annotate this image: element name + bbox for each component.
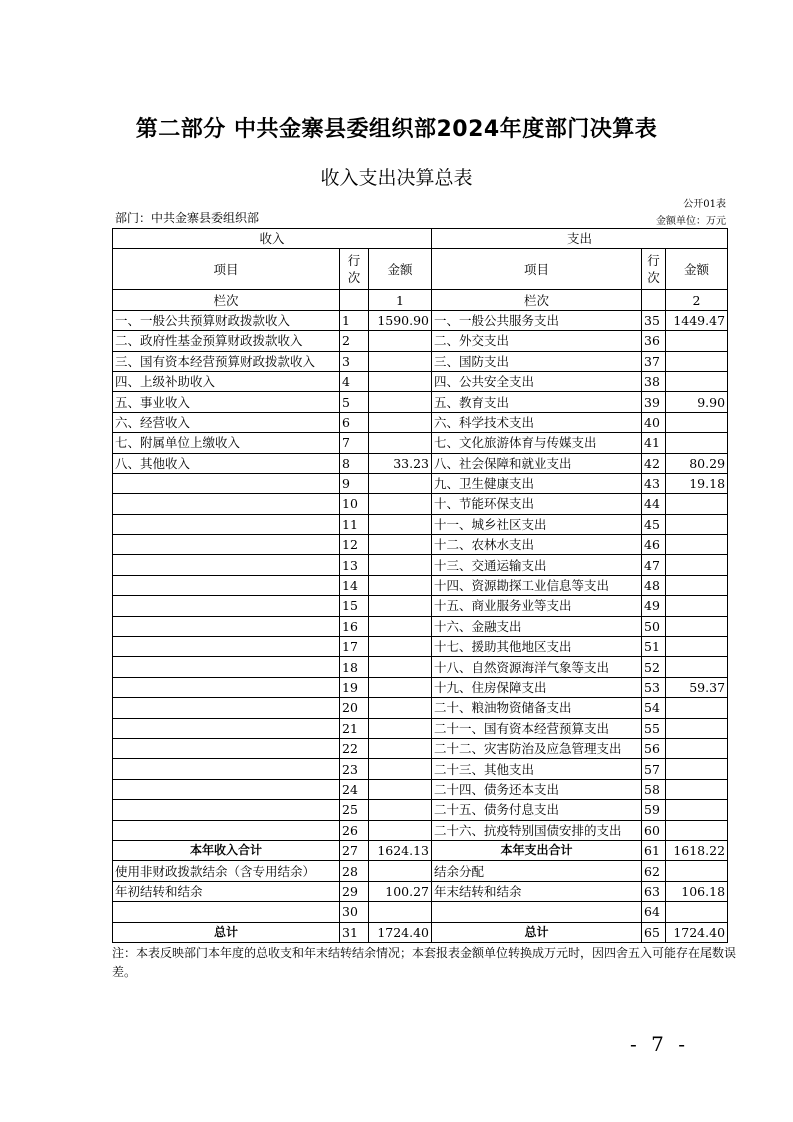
income-amount-cell [369,616,432,636]
table-row [113,351,728,371]
expense-amount-cell [666,514,728,534]
income-row-no-cell: 8 [340,453,369,473]
expense-item-cell: 二十五、债务付息支出 [432,800,642,820]
income-item-cell [113,902,340,922]
header-income-item: 项目 [113,249,340,290]
expense-row-no-cell: 36 [642,331,666,351]
header-income-row-no [340,249,369,290]
income-row-no-cell: 28 [340,861,369,881]
table-row [113,738,728,758]
table-row [113,310,728,330]
income-amount-cell [369,861,432,881]
expense-item-cell: 十四、资源勘探工业信息等支出 [432,575,642,595]
income-row-no-cell: 19 [340,677,369,697]
header-expense-row-no [642,249,666,290]
expense-amount-cell [666,412,728,432]
income-amount-cell [369,820,432,840]
expense-item-cell: 结余分配 [432,861,642,881]
income-row-no-cell: 10 [340,494,369,514]
table-title: 收入支出决算总表 [320,167,473,189]
income-row-no-cell: 29 [340,881,369,901]
expense-row-no-cell: 51 [642,637,666,657]
table-row [113,637,728,657]
expense-item-cell [432,902,642,922]
income-item-cell: 三、国有资本经营预算财政拨款收入 [113,351,340,371]
expense-amount-cell [666,433,728,453]
income-amount-cell [369,698,432,718]
income-item-cell: 四、上级补助收入 [113,371,340,391]
expense-amount-cell [666,351,728,371]
income-amount-cell [369,575,432,595]
expense-row-no-cell: 40 [642,412,666,432]
header-row-columns [113,249,728,290]
table-row [113,861,728,881]
income-row-no-cell: 15 [340,596,369,616]
col-label-income: 栏次 [113,290,340,310]
header-income: 收入 [113,229,432,249]
expense-row-no-cell: 39 [642,392,666,412]
expense-item-cell: 本年支出合计 [432,840,642,860]
income-amount-cell: 1724.40 [369,922,432,942]
income-item-cell [113,800,340,820]
income-amount-cell [369,902,432,922]
table-row [113,922,728,942]
expense-item-cell: 二十、粮油物资储备支出 [432,698,642,718]
expense-amount-cell [666,861,728,881]
expense-row-no-cell: 58 [642,779,666,799]
income-amount-cell [369,351,432,371]
income-row-no-cell: 7 [340,433,369,453]
expense-amount-cell [666,800,728,820]
income-item-cell [113,535,340,555]
income-row-no-cell: 27 [340,840,369,860]
expense-amount-cell [666,637,728,657]
income-amount-cell [369,759,432,779]
expense-row-no-cell: 48 [642,575,666,595]
table-row [113,514,728,534]
expense-amount-cell [666,494,728,514]
income-amount-cell [369,494,432,514]
income-item-cell [113,698,340,718]
expense-amount-cell [666,718,728,738]
expense-item-cell: 六、科学技术支出 [432,412,642,432]
expense-amount-cell [666,535,728,555]
income-item-cell: 使用非财政拨款结余（含专用结余） [113,861,340,881]
income-item-cell: 六、经营收入 [113,412,340,432]
expense-row-no-cell: 60 [642,820,666,840]
table-body [113,229,728,943]
income-row-no-cell: 5 [340,392,369,412]
income-item-cell [113,514,340,534]
income-item-cell [113,494,340,514]
income-item-cell [113,637,340,657]
income-item-cell [113,555,340,575]
income-amount-cell [369,371,432,391]
expense-amount-cell [666,820,728,840]
expense-amount-cell: 80.29 [666,453,728,473]
income-item-cell: 二、政府性基金预算财政拨款收入 [113,331,340,351]
expense-row-no-cell: 55 [642,718,666,738]
expense-item-cell: 十、节能环保支出 [432,494,642,514]
expense-amount-cell [666,738,728,758]
income-row-no-cell: 13 [340,555,369,575]
expense-amount-cell: 1618.22 [666,840,728,860]
expense-row-no-cell: 49 [642,596,666,616]
table-row [113,902,728,922]
expense-item-cell: 二十三、其他支出 [432,759,642,779]
table-row [113,535,728,555]
income-amount-cell: 33.23 [369,453,432,473]
table-row [113,453,728,473]
expense-item-cell: 十八、自然资源海洋气象等支出 [432,657,642,677]
income-amount-cell [369,514,432,534]
income-item-cell [113,657,340,677]
expense-row-no-cell: 62 [642,861,666,881]
expense-row-no-cell: 45 [642,514,666,534]
income-item-cell: 五、事业收入 [113,392,340,412]
expense-item-cell: 二十二、灾害防治及应急管理支出 [432,738,642,758]
income-row-no-cell: 31 [340,922,369,942]
income-amount-cell [369,473,432,493]
income-item-cell: 八、其他收入 [113,453,340,473]
income-item-cell [113,759,340,779]
expense-amount-cell: 1724.40 [666,922,728,942]
table-row [113,473,728,493]
income-row-no-cell: 4 [340,371,369,391]
expense-amount-cell [666,698,728,718]
income-row-no-cell: 3 [340,351,369,371]
expense-row-no-cell: 35 [642,310,666,330]
table-row [113,800,728,820]
income-item-cell: 七、附属单位上缴收入 [113,433,340,453]
income-amount-cell [369,433,432,453]
income-item-cell [113,596,340,616]
expense-row-no-cell: 54 [642,698,666,718]
income-amount-cell [369,718,432,738]
income-row-no-cell: 30 [340,902,369,922]
table-row [113,840,728,860]
department-label: 部门：中共金寨县委组织部 [115,211,260,225]
table-row [113,820,728,840]
table-row [113,596,728,616]
table-row [113,555,728,575]
income-expense-table [112,228,728,943]
expense-item-cell: 十三、交通运输支出 [432,555,642,575]
expense-row-no-cell: 53 [642,677,666,697]
table-row [113,779,728,799]
expense-item-cell: 年末结转和结余 [432,881,642,901]
footnote: 注：本表反映部门本年度的总收支和年末结转结余情况；本套报表金额单位转换成万元时，因四舍五入可能存在尾数误差。 [112,946,737,979]
income-row-no-cell: 9 [340,473,369,493]
income-amount-cell: 1624.13 [369,840,432,860]
header-row-no-text: 行次 [647,253,660,286]
income-row-no-cell: 14 [340,575,369,595]
income-amount-cell [369,392,432,412]
expense-amount-cell [666,555,728,575]
expense-item-cell: 二十四、债务还本支出 [432,779,642,799]
expense-row-no-cell: 37 [642,351,666,371]
income-item-cell [113,575,340,595]
income-amount-cell: 100.27 [369,881,432,901]
expense-item-cell: 十七、援助其他地区支出 [432,637,642,657]
income-row-no-cell: 18 [340,657,369,677]
expense-item-cell: 二、外交支出 [432,331,642,351]
expense-item-cell: 二十一、国有资本经营预算支出 [432,718,642,738]
income-item-cell: 一、一般公共预算财政拨款收入 [113,310,340,330]
table-row [113,718,728,738]
expense-item-cell: 十一、城乡社区支出 [432,514,642,534]
expense-row-no-cell: 43 [642,473,666,493]
expense-row-no-cell: 38 [642,371,666,391]
expense-row-no-cell: 56 [642,738,666,758]
expense-item-cell: 一、一般公共服务支出 [432,310,642,330]
expense-row-no-cell: 41 [642,433,666,453]
income-amount-cell [369,331,432,351]
expense-item-cell: 七、文化旅游体育与传媒支出 [432,433,642,453]
header-row-section [113,229,728,249]
expense-amount-cell [666,575,728,595]
expense-row-no-cell: 57 [642,759,666,779]
income-row-no-cell: 1 [340,310,369,330]
header-row-no-text: 行次 [347,253,361,286]
income-amount-cell [369,738,432,758]
expense-row-no-cell: 42 [642,453,666,473]
expense-amount-cell [666,331,728,351]
header-expense-item: 项目 [432,249,642,290]
expense-item-cell: 三、国防支出 [432,351,642,371]
income-item-cell [113,718,340,738]
expense-row-no-cell: 61 [642,840,666,860]
income-row-no-cell: 12 [340,535,369,555]
expense-amount-cell: 106.18 [666,881,728,901]
income-row-no-cell: 26 [340,820,369,840]
expense-amount-cell [666,902,728,922]
expense-row-no-cell: 47 [642,555,666,575]
table-row [113,657,728,677]
income-item-cell [113,677,340,697]
expense-amount-cell: 1449.47 [666,310,728,330]
expense-row-no-cell: 46 [642,535,666,555]
col-label-expense: 栏次 [432,290,642,310]
expense-row-no-cell: 52 [642,657,666,677]
header-expense-amount: 金额 [666,249,728,290]
page-title: 第二部分 中共金寨县委组织部2024年度部门决算表 [135,117,658,142]
table-row [113,759,728,779]
income-amount-cell [369,657,432,677]
expense-amount-cell [666,616,728,636]
income-row-no-cell: 23 [340,759,369,779]
page-number: - 7 - [630,1032,689,1056]
expense-row-no-cell: 44 [642,494,666,514]
expense-amount-cell [666,371,728,391]
income-amount-cell [369,677,432,697]
income-item-cell [113,779,340,799]
expense-amount-cell [666,596,728,616]
form-number: 公开01表 [683,199,726,210]
expense-row-no-cell: 64 [642,902,666,922]
income-amount-cell [369,779,432,799]
income-amount-cell [369,555,432,575]
income-amount-cell [369,637,432,657]
col-index-empty [642,290,666,310]
table-row [113,331,728,351]
expense-item-cell: 十九、住房保障支出 [432,677,642,697]
income-amount-cell [369,596,432,616]
expense-amount-cell: 9.90 [666,392,728,412]
table-row [113,494,728,514]
header-expense: 支出 [432,229,728,249]
income-row-no-cell: 20 [340,698,369,718]
income-row-no-cell: 2 [340,331,369,351]
income-item-cell: 总计 [113,922,340,942]
income-item-cell: 本年收入合计 [113,840,340,860]
expense-amount-cell [666,759,728,779]
expense-item-cell: 总计 [432,922,642,942]
header-income-amount: 金额 [369,249,432,290]
expense-row-no-cell: 59 [642,800,666,820]
expense-item-cell: 四、公共安全支出 [432,371,642,391]
expense-item-cell: 八、社会保障和就业支出 [432,453,642,473]
expense-amount-cell [666,779,728,799]
income-item-cell [113,738,340,758]
expense-amount-cell [666,657,728,677]
expense-amount-cell: 19.18 [666,473,728,493]
table-row [113,677,728,697]
table-row [113,575,728,595]
income-row-no-cell: 11 [340,514,369,534]
income-row-no-cell: 25 [340,800,369,820]
expense-item-cell: 十六、金融支出 [432,616,642,636]
table-row [113,698,728,718]
expense-row-no-cell: 50 [642,616,666,636]
income-row-no-cell: 6 [340,412,369,432]
income-item-cell [113,616,340,636]
col-index-income: 1 [369,290,432,310]
income-item-cell [113,820,340,840]
income-item-cell: 年初结转和结余 [113,881,340,901]
table-row [113,616,728,636]
table-row [113,881,728,901]
column-index-row [113,290,728,310]
income-item-cell [113,473,340,493]
table-row [113,371,728,391]
income-row-no-cell: 16 [340,616,369,636]
income-amount-cell [369,412,432,432]
table-row [113,433,728,453]
income-row-no-cell: 24 [340,779,369,799]
income-amount-cell [369,800,432,820]
col-index-expense: 2 [666,290,728,310]
expense-amount-cell: 59.37 [666,677,728,697]
expense-item-cell: 五、教育支出 [432,392,642,412]
income-row-no-cell: 22 [340,738,369,758]
income-amount-cell [369,535,432,555]
income-amount-cell: 1590.90 [369,310,432,330]
expense-item-cell: 十五、商业服务业等支出 [432,596,642,616]
amount-unit-label: 金额单位：万元 [656,216,726,227]
expense-row-no-cell: 65 [642,922,666,942]
table-row [113,412,728,432]
expense-item-cell: 十二、农林水支出 [432,535,642,555]
expense-item-cell: 二十六、抗疫特别国债安排的支出 [432,820,642,840]
expense-row-no-cell: 63 [642,881,666,901]
col-index-empty [340,290,369,310]
table-row [113,392,728,412]
income-row-no-cell: 17 [340,637,369,657]
expense-item-cell: 九、卫生健康支出 [432,473,642,493]
income-row-no-cell: 21 [340,718,369,738]
